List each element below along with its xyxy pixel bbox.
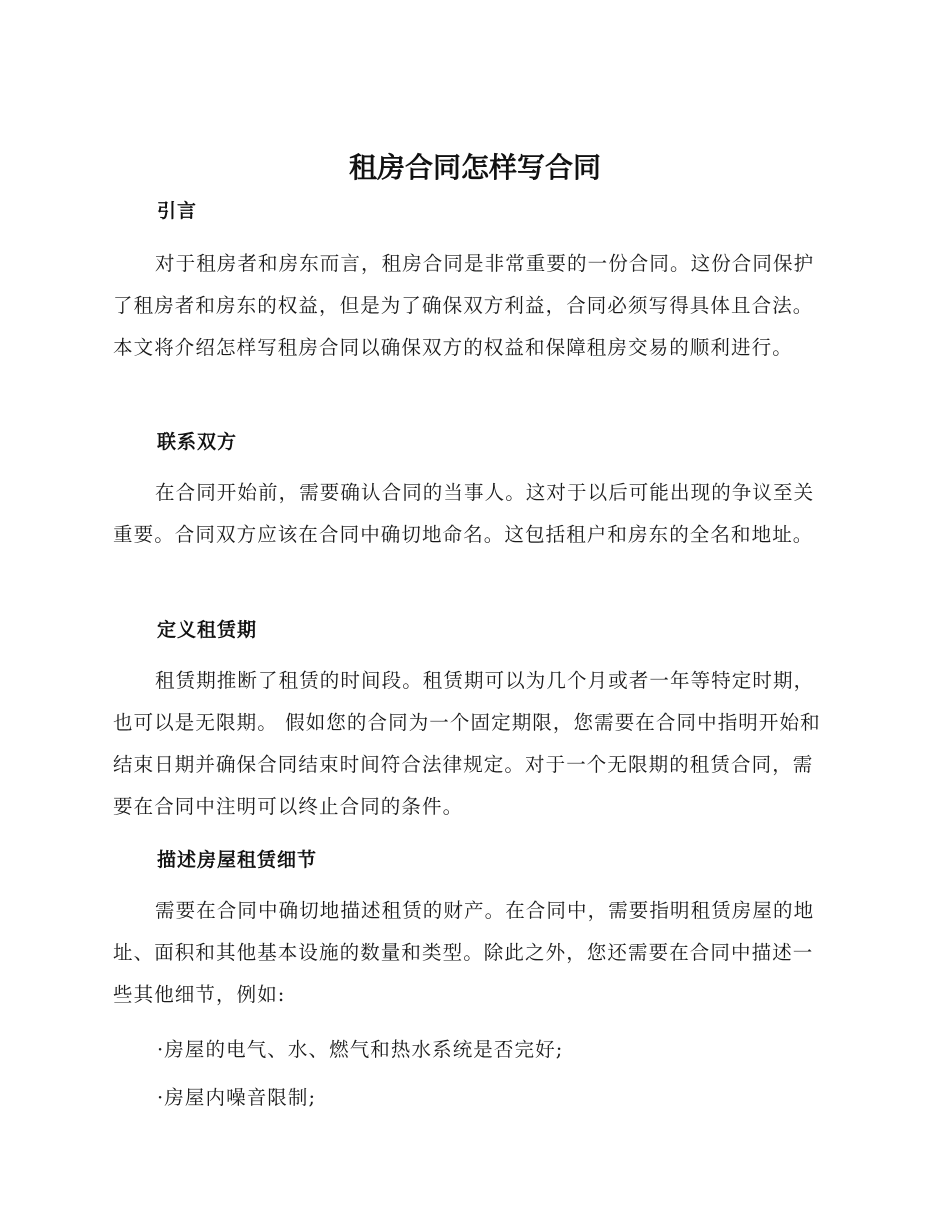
list-item: ·房屋的电气、水、燃气和热水系统是否完好;: [157, 1038, 564, 1061]
document-title: 租房合同怎样写合同: [348, 151, 601, 184]
section-paragraph-property-details: 需要在合同中确切地描述租赁的财产。在合同中，需要指明租赁房屋的地址、面积和其他基本设施的数量和类型。除此之外，您还需要在合同中描述一些其他细节，例如:: [113, 899, 815, 1006]
section-heading-property-details: 描述房屋租赁细节: [157, 849, 318, 871]
list-item: ·房屋内噪音限制;: [157, 1086, 317, 1109]
section-paragraph-lease-term: 租赁期推断了租赁的时间段。租赁期可以为几个月或者一年等特定时期，也可以是无限期。 假如您的合同为一个固定期限，您需要在合同中指明开始和结束日期并确保合同结束时间符合法律规定。对于一个无限期的租赁合同，需要在合同中注明可以终止合同的条件。: [113, 669, 821, 818]
section-heading-lease-term: 定义租赁期: [157, 619, 258, 641]
section-paragraph-intro: 对于租房者和房东而言，租房合同是非常重要的一份合同。这份合同保护了租房者和房东的权益，但是为了确保双方利益，合同必须写得具体且合法。本文将介绍怎样写租房合同以确保双方的权益和保障租房交易的顺利进行。: [113, 252, 815, 359]
section-heading-intro: 引言: [157, 200, 198, 222]
section-heading-parties: 联系双方: [157, 431, 238, 453]
section-paragraph-parties: 在合同开始前，需要确认合同的当事人。这对于以后可能出现的争议至关重要。合同双方应该在合同中确切地命名。这包括租户和房东的全名和地址。: [113, 481, 815, 546]
